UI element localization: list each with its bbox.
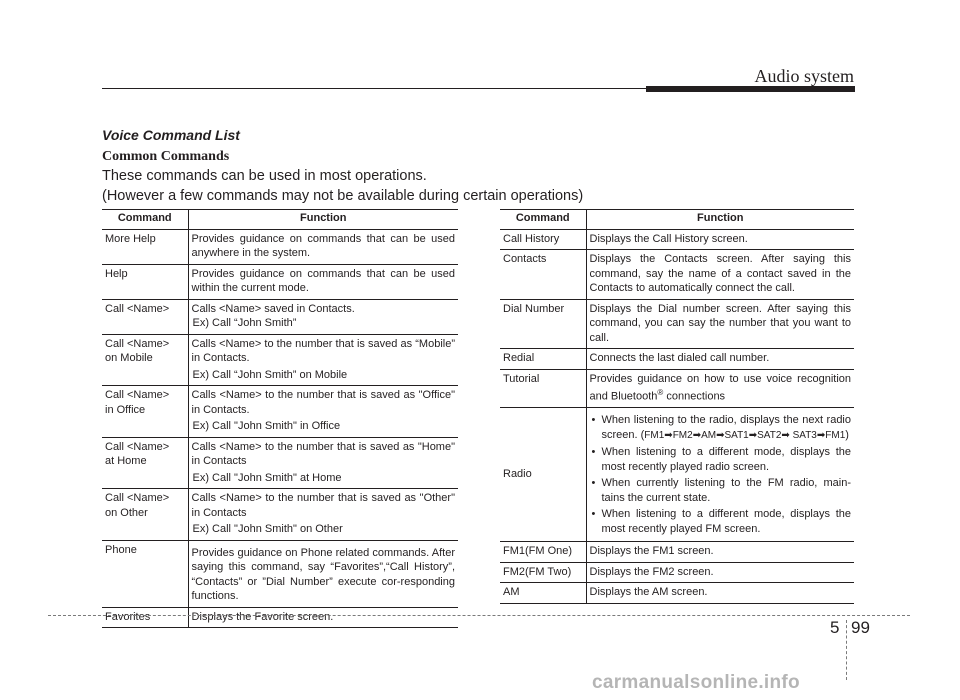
command-cell: Favorites [102, 607, 188, 628]
function-cell: Displays the Dial number screen. After saying this command, you can say the number that you want to call. [586, 299, 854, 349]
function-text: Provides guidance on how to use voice recognition and Bluetooth [589, 372, 851, 403]
chain-item: AM [701, 429, 717, 441]
station-chain [644, 430, 845, 441]
table-row [102, 540, 458, 607]
header-rule [102, 88, 646, 89]
function-cell: Displays the FM2 screen. [586, 562, 854, 583]
arrow-icon: ➡ [692, 429, 702, 441]
function-cell: Displays the Contacts screen. After saying this command, say the name of a contact saved in the Contacts to automatically connect the call. [586, 250, 854, 300]
bullet-text-end: ) [845, 428, 849, 441]
subtitle: Common Commands [102, 149, 230, 164]
function-cell: Displays the AM screen. [586, 583, 854, 604]
bullet-item: • When listening to a different mode, displays the most recently played FM screen. [602, 507, 852, 536]
command-cell: Tutorial [500, 369, 586, 408]
command-cell: AM [500, 583, 586, 604]
watermark: carmanualsonline.info [592, 672, 800, 693]
header-bar [646, 86, 855, 92]
function-cell: Provides guidance on commands that can be used anywhere in the system. [188, 229, 458, 264]
column-header-command: Command [500, 210, 586, 230]
bullet-text: When listening to the radio, displays the next radio screen. ( [601, 414, 851, 441]
command-cell: Radio [500, 408, 586, 542]
arrow-icon: ➡ [781, 429, 790, 441]
command-cell: Call <Name> on Mobile [102, 334, 188, 386]
bullet-item [602, 413, 852, 443]
function-text: Calls <Name> to the number that is saved as "Office" in Contacts. [191, 389, 455, 416]
command-cell: Contacts [500, 250, 586, 300]
table-row [102, 437, 458, 489]
function-cell [586, 369, 854, 408]
command-cell: Call History [500, 229, 586, 250]
function-text: Calls <Name> to the number that is saved as "Home" in Contacts [191, 440, 455, 467]
example-text: Ex) Call "John Smith" in Office [192, 420, 341, 432]
function-cell [188, 386, 458, 438]
table-row [102, 229, 458, 264]
right-command-table [500, 209, 854, 604]
table-row [500, 408, 854, 542]
example-text: Ex) Call “John Smith” on Mobile [192, 368, 348, 381]
command-cell: Call <Name> in Office [102, 386, 188, 438]
page-title: Voice Command List [102, 127, 240, 143]
column-header-function: Function [586, 210, 854, 230]
footer-rule [48, 615, 910, 616]
function-cell [188, 299, 458, 334]
table-row [500, 542, 854, 563]
chain-item: SAT3 [792, 429, 817, 441]
table-row [102, 299, 458, 334]
table-row [500, 229, 854, 250]
table-row [500, 583, 854, 604]
chain-item: FM2 [672, 429, 693, 441]
table-row [102, 607, 458, 628]
chain-item: FM1 [825, 429, 846, 441]
table-row [500, 250, 854, 300]
table-row [102, 489, 458, 541]
command-cell: More Help [102, 229, 188, 264]
function-cell: Provides guidance on Phone related commands. After saying this command, say “Favorites”,“Call History”, “Contacts” or ”Dial Number” execute cor-responding functions. [188, 540, 458, 607]
command-cell: Call <Name> at Home [102, 437, 188, 489]
page-number-divider [846, 620, 847, 680]
command-cell: Dial Number [500, 299, 586, 349]
function-cell: Provides guidance on commands that can be used within the current mode. [188, 264, 458, 299]
table-row [102, 334, 458, 386]
example-text: Ex) Call “John Smith” [192, 317, 297, 329]
command-cell: FM1(FM One) [500, 542, 586, 563]
function-cell [188, 334, 458, 386]
function-text: Calls <Name> to the number that is saved as “Mobile” in Contacts. [191, 337, 455, 364]
section-title: Audio system [754, 66, 854, 86]
table-row [500, 562, 854, 583]
function-text: Calls <Name> to the number that is saved as "Other" in Contacts [191, 492, 455, 519]
command-cell: Help [102, 264, 188, 299]
command-cell: Call <Name> [102, 299, 188, 334]
table-header-row [102, 210, 458, 230]
function-cell: Displays the Favorite screen. [188, 607, 458, 628]
table-header-row [500, 210, 854, 230]
registered-mark: ® [657, 388, 664, 397]
chain-item: SAT2 [757, 429, 782, 441]
table-row [102, 264, 458, 299]
intro-line-2: (However a few commands may not be available during certain operations) [102, 188, 584, 204]
column-header-command: Command [102, 210, 188, 230]
chapter-number: 5 [830, 618, 840, 637]
intro-line-1: These commands can be used in most operations. [102, 168, 427, 184]
chain-item: SAT1 [724, 429, 749, 441]
function-cell [188, 489, 458, 541]
table-row [102, 386, 458, 438]
table-row [500, 299, 854, 349]
example-text: Ex) Call "John Smith" at Home [192, 471, 342, 484]
function-cell [188, 437, 458, 489]
radio-bullet-list [590, 413, 852, 536]
arrow-icon: ➡ [664, 429, 673, 441]
command-cell: Redial [500, 349, 586, 370]
function-cell: Displays the Call History screen. [586, 229, 854, 250]
function-cell: Displays the FM1 screen. [586, 542, 854, 563]
table-row [500, 369, 854, 408]
column-header-function: Function [188, 210, 458, 230]
bullet-item: • When listening to a different mode, displays the most recently played radio screen. [602, 445, 852, 474]
function-cell [586, 408, 854, 542]
function-text: Calls <Name> saved in Contacts. [191, 302, 355, 315]
function-cell: Connects the last dialed call number. [586, 349, 854, 370]
chain-item: FM1 [644, 429, 665, 441]
arrow-icon: ➡ [716, 429, 725, 441]
command-cell: Phone [102, 540, 188, 607]
arrow-icon: ➡ [816, 429, 826, 441]
arrow-icon: ➡ [748, 429, 758, 441]
function-text-end: connections [663, 390, 726, 403]
left-command-table [102, 209, 458, 628]
table-row [500, 349, 854, 370]
command-cell: FM2(FM Two) [500, 562, 586, 583]
bullet-item: • When currently listening to the FM radio, main-tains the current state. [602, 476, 852, 505]
example-text: Ex) Call "John Smith" on Other [192, 523, 343, 535]
command-cell: Call <Name> on Other [102, 489, 188, 541]
page-number: 99 [851, 618, 870, 637]
